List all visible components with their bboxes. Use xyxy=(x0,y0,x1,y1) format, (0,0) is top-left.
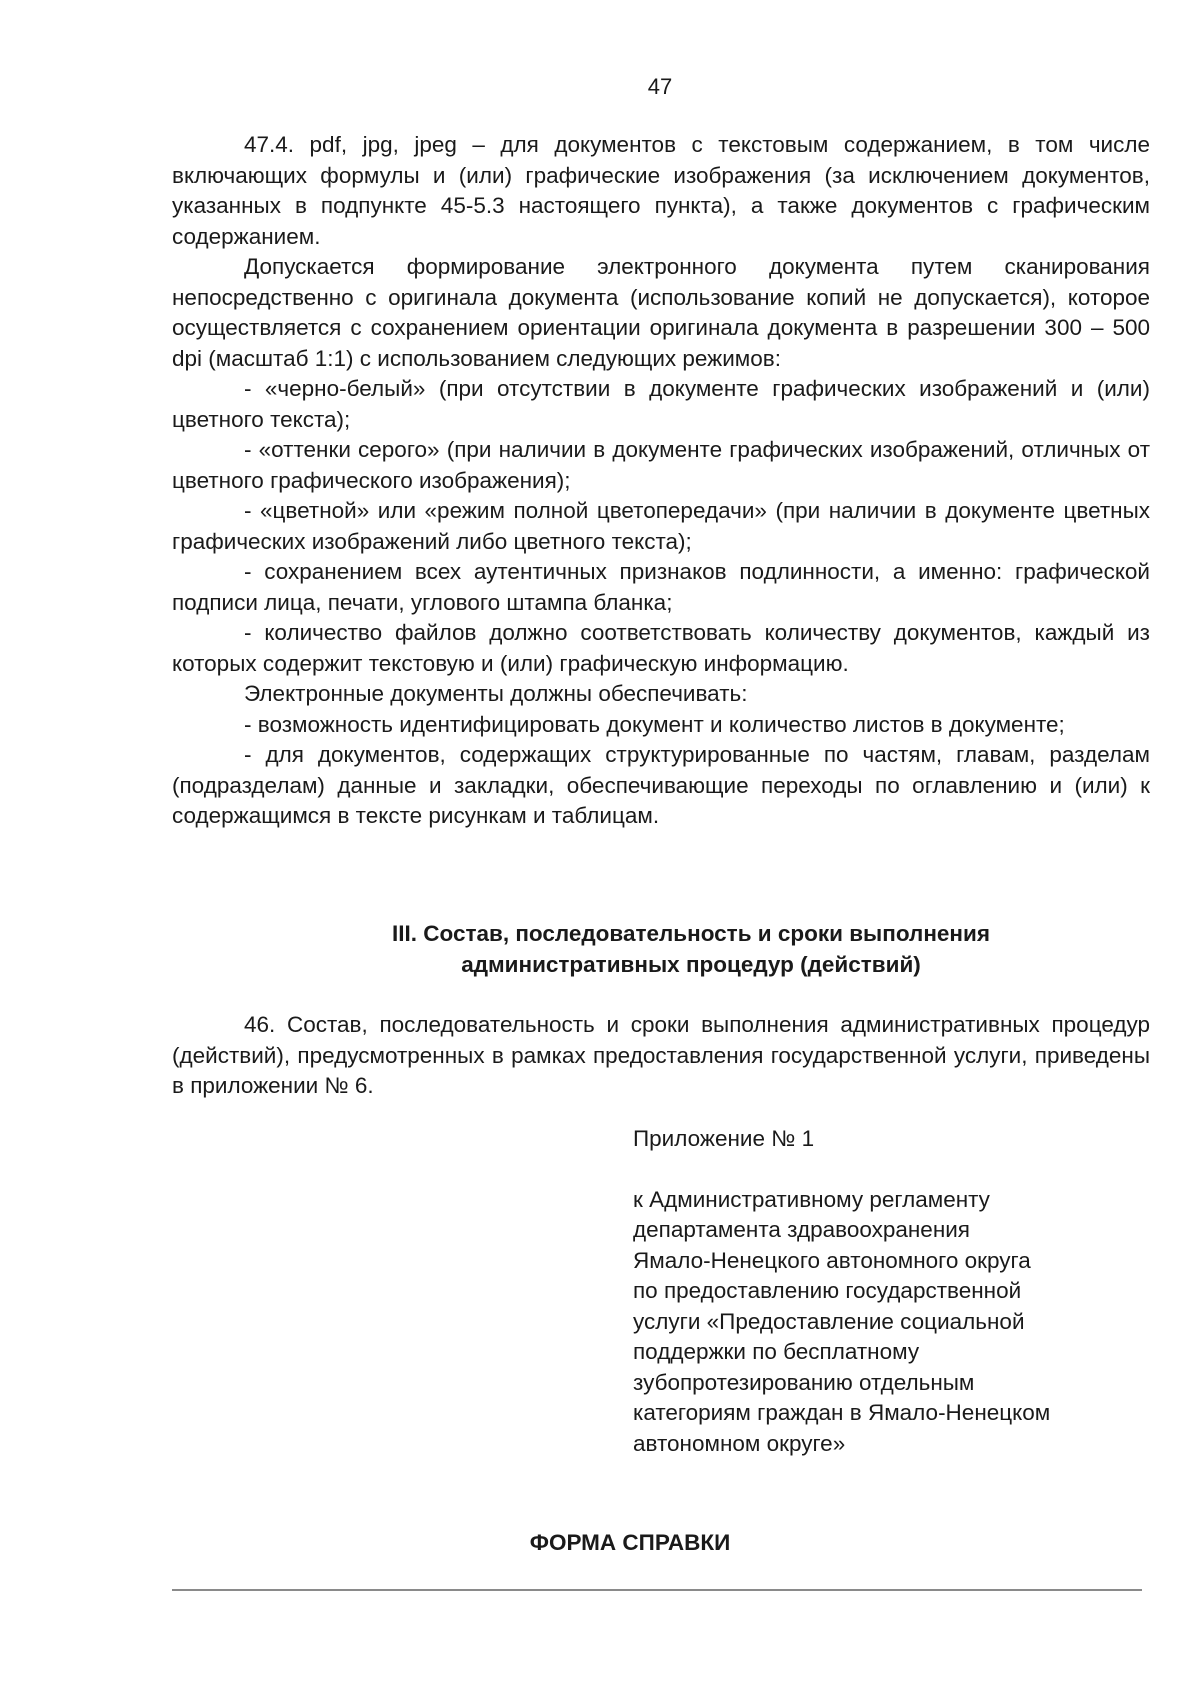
list-item-authenticity: - сохранением всех аутентичных признаков подлинности, а именно: графической подписи лица, печати, углового штампа бланка; xyxy=(172,559,1150,615)
appendix-line: к Административному регламенту xyxy=(633,1186,990,1212)
appendix-block xyxy=(633,1124,1153,1459)
paragraph-46-block xyxy=(172,1010,1150,1102)
body-text xyxy=(172,130,1150,832)
paragraph-scanning: Допускается формирование электронного документа путем сканирования непосредственно с оригинала документа (использование копий не допускается), которое осуществляется с сохранением ориентации оригинала документа в разрешении 300 – 500 dpi (масштаб 1:1) с использованием следующих режимов: xyxy=(172,254,1150,371)
appendix-title: Приложение № 1 xyxy=(633,1126,815,1151)
appendix-line: департамента здравоохранения xyxy=(633,1217,970,1242)
section-heading xyxy=(172,918,1150,980)
section-heading-line-1: III. Состав, последовательность и сроки выполнения xyxy=(392,921,990,946)
appendix-line: по предоставлению государственной xyxy=(633,1278,1022,1303)
paragraph-47-4: 47.4. pdf, jpg, jpeg – для документов с текстовым содержанием, в том числе включающих формулы и (или) графические изображения (за исключением документов, указанных в подпункте 45-5.3 настоящего пункта), а также документов с графическим содержанием. xyxy=(172,132,1150,249)
appendix-line: зубопротезированию отдельным xyxy=(633,1369,975,1395)
appendix-line: поддержки по бесплатному xyxy=(633,1339,920,1364)
list-item-identify: - возможность идентифицировать документ и количество листов в документе; xyxy=(244,711,1065,737)
horizontal-divider xyxy=(172,1589,1142,1591)
paragraph-requirements: Электронные документы должны обеспечивать: xyxy=(244,681,748,706)
appendix-line: услуги «Предоставление социальной xyxy=(633,1308,1025,1334)
list-item-black-white: - «черно-белый» (при отсутствии в документе графических изображений и (или) цветного текста); xyxy=(172,376,1150,432)
list-item-bookmarks: - для документов, содержащих структурированные по частям, главам, разделам (подразделам) данные и закладки, обеспечивающие переходы по оглавлению и (или) к содержащимся в тексте рисункам и таблицам. xyxy=(172,742,1150,828)
list-item-file-count: - количество файлов должно соответствовать количеству документов, каждый из которых содержит текстовую и (или) графическую информацию. xyxy=(172,620,1150,676)
appendix-line: автономном округе» xyxy=(633,1430,846,1456)
appendix-line: Ямало-Ненецкого автономного округа xyxy=(633,1247,1031,1273)
paragraph-46: 46. Состав, последовательность и сроки выполнения административных процедур (действий), предусмотренных в рамках предоставления государственной услуги, приведены в приложении № 6. xyxy=(172,1012,1150,1098)
section-heading-line-2: административных процедур (действий) xyxy=(461,952,921,977)
form-title: ФОРМА СПРАВКИ xyxy=(529,1530,731,1555)
list-item-grayscale: - «оттенки серого» (при наличии в документе графических изображений, отличных от цветного графического изображения); xyxy=(172,437,1150,493)
appendix-line: категориям граждан в Ямало-Ненецком xyxy=(633,1400,1051,1425)
page-number: 47 xyxy=(647,74,673,99)
list-item-color: - «цветной» или «режим полной цветопередачи» (при наличии в документе цветных графических изображений либо цветного текста); xyxy=(172,498,1150,554)
